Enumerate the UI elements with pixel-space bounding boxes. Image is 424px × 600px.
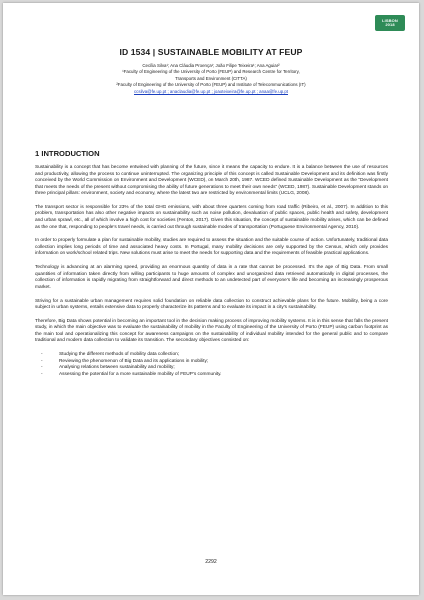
main-content — [35, 149, 388, 378]
paragraph: The transport sector is responsible for 23% of the total GHG emissions, with about three quarters coming from road traffic (Ribeiro, et al., 2007). In addition to this problem, transportation has also other negative impacts on sustainability such as noise pollution, devaluation of public spaces, public health and safety, development and urban sprawl, etc., all of which involve a high cost for societies (Fenton, 2017). Given this situation, the concept of sustainable mobility arises, which can be defined as the one that, responding to people’s travel needs, is carried out through sustainable modes of transportation (Portuguese Environmental Agency, 2010). — [35, 204, 388, 230]
conference-logo: LISBON 2018 — [375, 15, 405, 31]
page-number: 2292 — [205, 559, 217, 565]
paper-title: ID 1534 | SUSTAINABLE MOBILITY AT FEUP — [119, 47, 303, 57]
affiliation-2: ²Faculty of Engineering of the University of Porto (FEUP) and Institute of Telecommunications (IT) — [116, 82, 306, 88]
paragraph: Sustainability is a concept that has become entwined with planning of the future, since it means the capacity to endure. It is a balance between the use of resources and productivity, allowing the process to continue uninterrupted. The organizing principle of this concept is called Sustainable Development and its definition was firstly conceived by the World Commission on Environment and Development (WCED), on March 20th, 1987. WCED defined Sustainable Development as the “Development that meets the needs of the present without compromising the ability of future generations to meet their own needs” (WCED, 1987). Sustainable Development stands on three principal pillars: environment, society and economy, where the latest two are restricted by environmental limits (UCLG, 2008). — [35, 165, 388, 197]
list-item — [41, 372, 388, 379]
list-item-text: Reviewing the phenomenon of Big Data and its applications in mobility; — [59, 358, 209, 364]
paragraph: Therefore, Big Data shows potential in becoming an important tool in the decision making process of improving mobility systems. It is in this sense that falls the present study, in which the main objective was to evaluate the sustainability of mobility in the Faculty of Engineering of the University of Porto (FEUP) using carbon footprint as the main tool and operationalizing this concept for awareness campaigns on the sustainability of individual mobility intended for the general public and to compare traditional and modern data collection to validate its transition. The secondary objectives consisted on: — [35, 318, 388, 344]
bullet-marker: - — [41, 358, 43, 364]
bullet-marker: - — [41, 365, 43, 371]
affiliation-1a: ¹Faculty of Engineering of the University of Porto (FEUP) and Research Centre for Territory, — [122, 69, 300, 75]
paper-page — [3, 3, 419, 595]
paragraph: Striving for a sustainable urban management requires solid foundation on reliable data collection to construct achievable plans for the future. Mobility, being a core subject in urban systems, entails extensive data to properly characterize its patterns and to evaluate its impact in a city’s sustainability. — [35, 298, 388, 311]
bullet-marker: - — [41, 371, 43, 377]
paragraph: Technology is advancing at an alarming speed, providing an enormous quantity of data in a rate that cannot be processed. It’s the age of Big Data. From small quantities of information taken directly from willing participants to huge amounts of complex and unorganized data retrieved automatically in digital processes, the collection of information is rapidly migrating from straightforward and direct methods to an undetected part of everyone’s life and becoming an increasingly prosperous market. — [35, 265, 388, 290]
affiliation-1b: Transports and Environment (CITTA) — [175, 75, 247, 81]
objectives-list — [35, 352, 388, 378]
list-item-text: Analysing relations between sustainability and mobility; — [59, 365, 175, 371]
paragraph: In order to properly formulate a plan for sustainable mobility, studies are required to assess the situation and the suitable course of action. Unfortunately, traditional data collection implies long periods of time and associated heavy costs. In Portugal, many mobility decisions are only supported by the Census, which only provides information on work/school related trips. New solutions must arise to meet the needs for supporting data and the requirements of feasible practical applications. — [35, 238, 388, 257]
bullet-marker: - — [41, 352, 43, 358]
author-emails[interactable]: ccsilva@fe.up.pt ; anaclaudia@fe.up.pt ; joaoteixeira@fe.up.pt ; anaa@fe.up.pt — [133, 88, 289, 94]
author-names: Cecília Silva¹; Ana Cláudia Proença¹; João Filipe Teixeira¹; Ana Aguiar² — [142, 63, 280, 68]
list-item-text: Studying the different methods of mobility data collection; — [59, 352, 180, 358]
section-heading: 1 INTRODUCTION — [35, 149, 100, 158]
list-item-text: Assessing the potential for a more sustainable mobility of FEUP’s community. — [59, 371, 222, 377]
author-block — [3, 63, 419, 95]
